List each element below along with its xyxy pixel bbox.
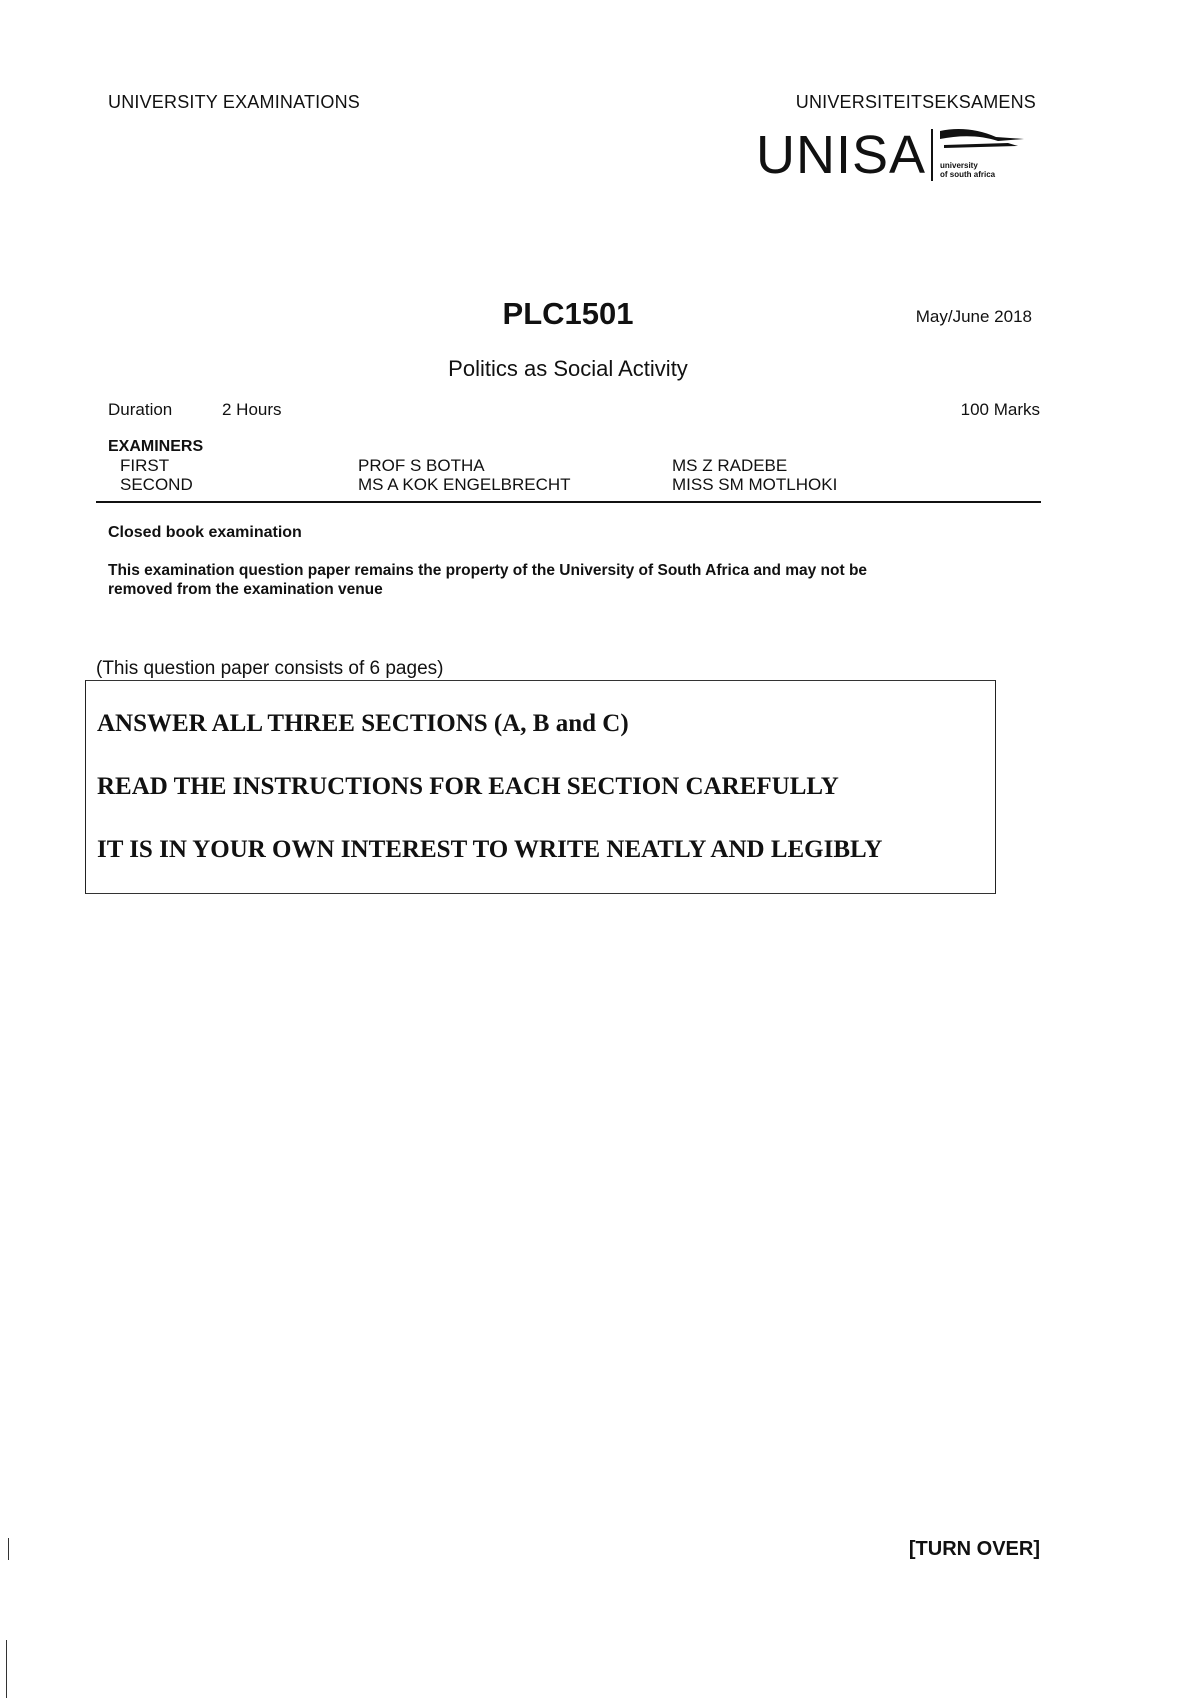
turn-over-label: [TURN OVER]: [908, 1538, 1040, 1560]
scan-mark-1: [8, 1538, 9, 1560]
logo-subtext-1: university: [940, 161, 978, 170]
examiners-heading: EXAMINERS: [108, 438, 204, 455]
page-count-note: (This question paper consists of 6 pages): [96, 658, 444, 679]
instruction-1: ANSWER ALL THREE SECTIONS (A, B and C): [97, 710, 629, 737]
total-marks: 100 Marks: [960, 400, 1040, 419]
logo-subtext-2: of south africa: [940, 170, 996, 179]
logo-divider: [931, 129, 933, 181]
instruction-3: IT IS IN YOUR OWN INTEREST TO WRITE NEATLY AND LEGIBLY: [97, 836, 883, 863]
unisa-logo: [756, 125, 1026, 185]
header-right-label: UNIVERSITEITSEKSAMENS: [795, 92, 1036, 112]
property-note-line2: removed from the examination venue: [108, 581, 383, 598]
closed-book-note: Closed book examination: [108, 524, 302, 541]
scan-mark-2: [6, 1640, 7, 1698]
logo-emblem-icon: [938, 127, 1028, 157]
examiner-first-2: MS Z RADEBE: [672, 456, 788, 475]
header-left-label: UNIVERSITY EXAMINATIONS: [108, 92, 360, 112]
header-divider: [96, 501, 1041, 503]
examiner-second-1: MS A KOK ENGELBRECHT: [358, 475, 571, 494]
examiner-second-2: MISS SM MOTLHOKI: [672, 475, 838, 494]
instruction-2: READ THE INSTRUCTIONS FOR EACH SECTION CAREFULLY: [97, 773, 839, 800]
property-note-line1: This examination question paper remains the property of the University of South Africa and may not be: [108, 562, 868, 579]
course-code: PLC1501: [502, 296, 634, 331]
exam-date: May/June 2018: [915, 307, 1032, 326]
examiner-role-first: FIRST: [120, 456, 170, 475]
examiner-first-1: PROF S BOTHA: [358, 456, 485, 475]
duration-value: 2 Hours: [222, 400, 282, 419]
logo-wordmark: UNISA: [756, 125, 927, 185]
examiner-role-second: SECOND: [120, 475, 193, 494]
course-title: Politics as Social Activity: [448, 356, 688, 381]
duration-label: Duration: [108, 400, 173, 419]
